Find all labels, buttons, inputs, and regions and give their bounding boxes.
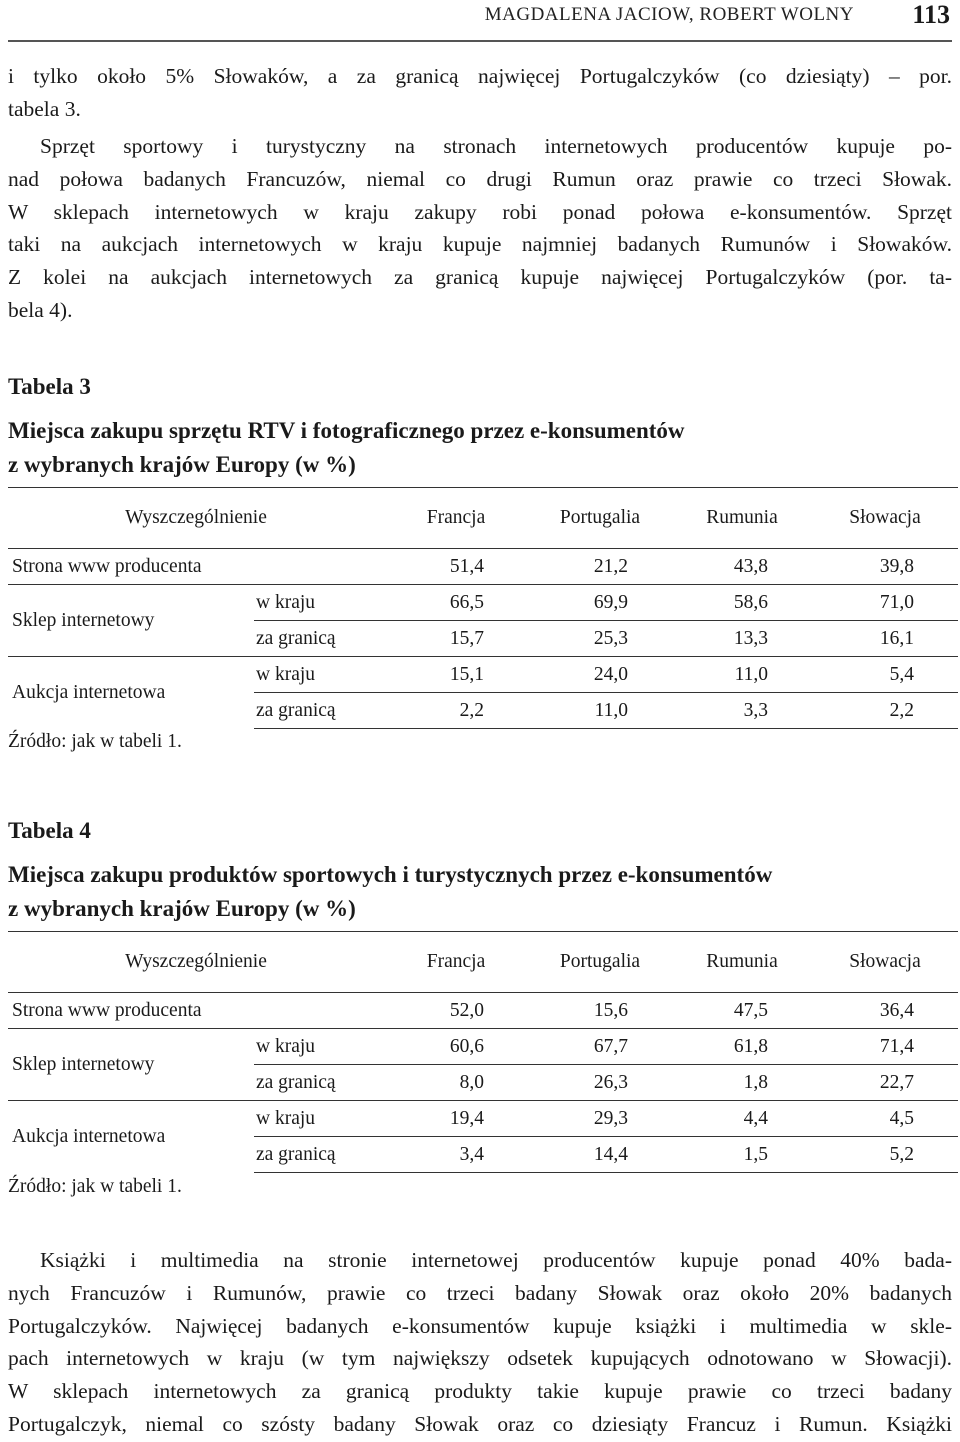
table-cell: 11,0 [528, 693, 672, 729]
table3 [8, 487, 958, 729]
table-cell: 22,7 [812, 1065, 958, 1101]
table-cell: 4,5 [812, 1101, 958, 1137]
table-cell: 5,4 [812, 657, 958, 693]
text-line: tabela 3. [8, 96, 81, 121]
text-line: i tylko około 5% Słowaków, a za granicą najwięcej Portugalczyków (co dziesiąty) – por. [8, 64, 952, 88]
header-cell: Słowacja [812, 932, 958, 993]
text-line: Sprzęt sportowy i turystyczny na stronach internetowych producentów kupuje po- [40, 134, 952, 158]
table-cell: 67,7 [528, 1029, 672, 1065]
paragraph-intro [8, 60, 952, 126]
sub-label: za granicą [254, 621, 384, 657]
table-cell: 51,4 [384, 549, 528, 585]
row-label: Strona www producenta [8, 993, 384, 1029]
table-cell: 60,6 [384, 1029, 528, 1065]
text-line: nad połowa badanych Francuzów, niemal co drugi Rumun oraz prawie co trzeci Słowak. [8, 166, 952, 191]
table4-title-line2: z wybranych krajów Europy (w %) [8, 896, 356, 921]
header-authors: MAGDALENA JACIOW, ROBERT WOLNY [484, 4, 854, 25]
paragraph-books [8, 1244, 952, 1441]
table-cell: 39,8 [812, 549, 958, 585]
table-cell: 1,5 [672, 1137, 812, 1173]
table-cell: 66,5 [384, 585, 528, 621]
table-cell: 5,2 [812, 1137, 958, 1173]
table-cell: 21,2 [528, 549, 672, 585]
table-cell: 29,3 [528, 1101, 672, 1137]
text-line: Książki i multimedia na stronie internetowej producentów kupuje ponad 40% bada- [40, 1248, 952, 1272]
table-cell: 52,0 [384, 993, 528, 1029]
table-cell: 13,3 [672, 621, 812, 657]
table3-label: Tabela 3 [8, 374, 91, 399]
table-row [8, 1101, 958, 1137]
table-cell: 16,1 [812, 621, 958, 657]
header-cell: Rumunia [672, 488, 812, 549]
group-label: Aukcja internetowa [12, 681, 166, 703]
table-cell: 69,9 [528, 585, 672, 621]
table-row [8, 993, 958, 1029]
group-label: Sklep internetowy [8, 585, 254, 657]
table4-title-line1: Miejsca zakupu produktów sportowych i turystycznych przez e-konsumentów [8, 862, 773, 887]
text-line: bela 4). [8, 297, 73, 322]
header-cell: Wyszczególnienie [8, 932, 384, 993]
paragraph-sport [8, 130, 952, 327]
table3-title-line2: z wybranych krajów Europy (w %) [8, 452, 356, 477]
sub-label: za granicą [254, 693, 384, 729]
table-row [8, 585, 958, 621]
text-line: Portugalczyk, niemal co szósty badany Słowak oraz co dziesiąty Francuz i Rumun. Książki [8, 1411, 952, 1436]
table-cell: 19,4 [384, 1101, 528, 1137]
header-cell: Portugalia [528, 932, 672, 993]
text-line: W sklepach internetowych za granicą produkty takie kupuje prawie co trzeci badany [8, 1379, 952, 1404]
table3-title-line1: Miejsca zakupu sprzętu RTV i fotograficznego przez e-konsumentów [8, 418, 685, 443]
page-number: 113 [912, 0, 950, 29]
text-line: Z kolei na aukcjach internetowych za granicą kupuje najwięcej Portugalczyków (por. ta- [8, 265, 952, 290]
table-cell: 3,4 [384, 1137, 528, 1173]
running-header [8, 0, 952, 42]
header-cell: Słowacja [812, 488, 958, 549]
table-cell: 47,5 [672, 993, 812, 1029]
header-cell: Rumunia [672, 932, 812, 993]
table-cell: 14,4 [528, 1137, 672, 1173]
table-cell: 71,0 [812, 585, 958, 621]
table-row [8, 1029, 958, 1065]
table-cell: 36,4 [812, 993, 958, 1029]
table-cell: 15,6 [528, 993, 672, 1029]
table-cell: 15,7 [384, 621, 528, 657]
sub-label: w kraju [254, 585, 384, 621]
header-cell: Wyszczególnienie [8, 488, 384, 549]
table-cell: 3,3 [672, 693, 812, 729]
table-header-row [8, 488, 958, 549]
sub-label: w kraju [254, 1101, 384, 1137]
table-cell: 61,8 [672, 1029, 812, 1065]
table3-source: Źródło: jak w tabeli 1. [8, 731, 182, 752]
table-cell: 58,6 [672, 585, 812, 621]
table4 [8, 931, 958, 1173]
sub-label: za granicą [254, 1065, 384, 1101]
group-label: Aukcja internetowa [12, 1125, 166, 1147]
text-line: nych Francuzów i Rumunów, prawie co trzeci badany Słowak oraz około 20% badanych [8, 1280, 952, 1305]
text-line: W sklepach internetowych w kraju zakupy robi ponad połowa e-konsumentów. Sprzęt [8, 199, 952, 224]
table4-title [8, 858, 772, 926]
table-cell: 25,3 [528, 621, 672, 657]
table-cell: 2,2 [384, 693, 528, 729]
sub-label: w kraju [254, 1029, 384, 1065]
header-cell: Portugalia [528, 488, 672, 549]
sub-label: w kraju [254, 657, 384, 693]
table-cell: 8,0 [384, 1065, 528, 1101]
table-cell: 71,4 [812, 1029, 958, 1065]
table-cell: 1,8 [672, 1065, 812, 1101]
table4-source: Źródło: jak w tabeli 1. [8, 1176, 182, 1197]
group-label: Sklep internetowy [8, 1029, 254, 1101]
text-line: pach internetowych w kraju (w tym największy odsetek kupujących odnotowano w Słowacji). [8, 1346, 952, 1371]
header-cell: Francja [384, 932, 528, 993]
text-line: Portugalczyków. Najwięcej badanych e-konsumentów kupuje książki i multimedia w skle- [8, 1313, 952, 1338]
table-header-row [8, 932, 958, 993]
table3-title [8, 414, 685, 482]
table4-label: Tabela 4 [8, 818, 91, 843]
table-cell: 2,2 [812, 693, 958, 729]
table-row [8, 657, 958, 693]
header-cell: Francja [384, 488, 528, 549]
table-cell: 43,8 [672, 549, 812, 585]
row-label: Strona www producenta [8, 549, 384, 585]
table-cell: 26,3 [528, 1065, 672, 1101]
table-cell: 4,4 [672, 1101, 812, 1137]
table-cell: 24,0 [528, 657, 672, 693]
table-row [8, 549, 958, 585]
sub-label: za granicą [254, 1137, 384, 1173]
table-cell: 11,0 [672, 657, 812, 693]
text-line: taki na aukcjach internetowych w kraju kupuje najmniej badanych Rumunów i Słowaków. [8, 232, 952, 257]
table-cell: 15,1 [384, 657, 528, 693]
